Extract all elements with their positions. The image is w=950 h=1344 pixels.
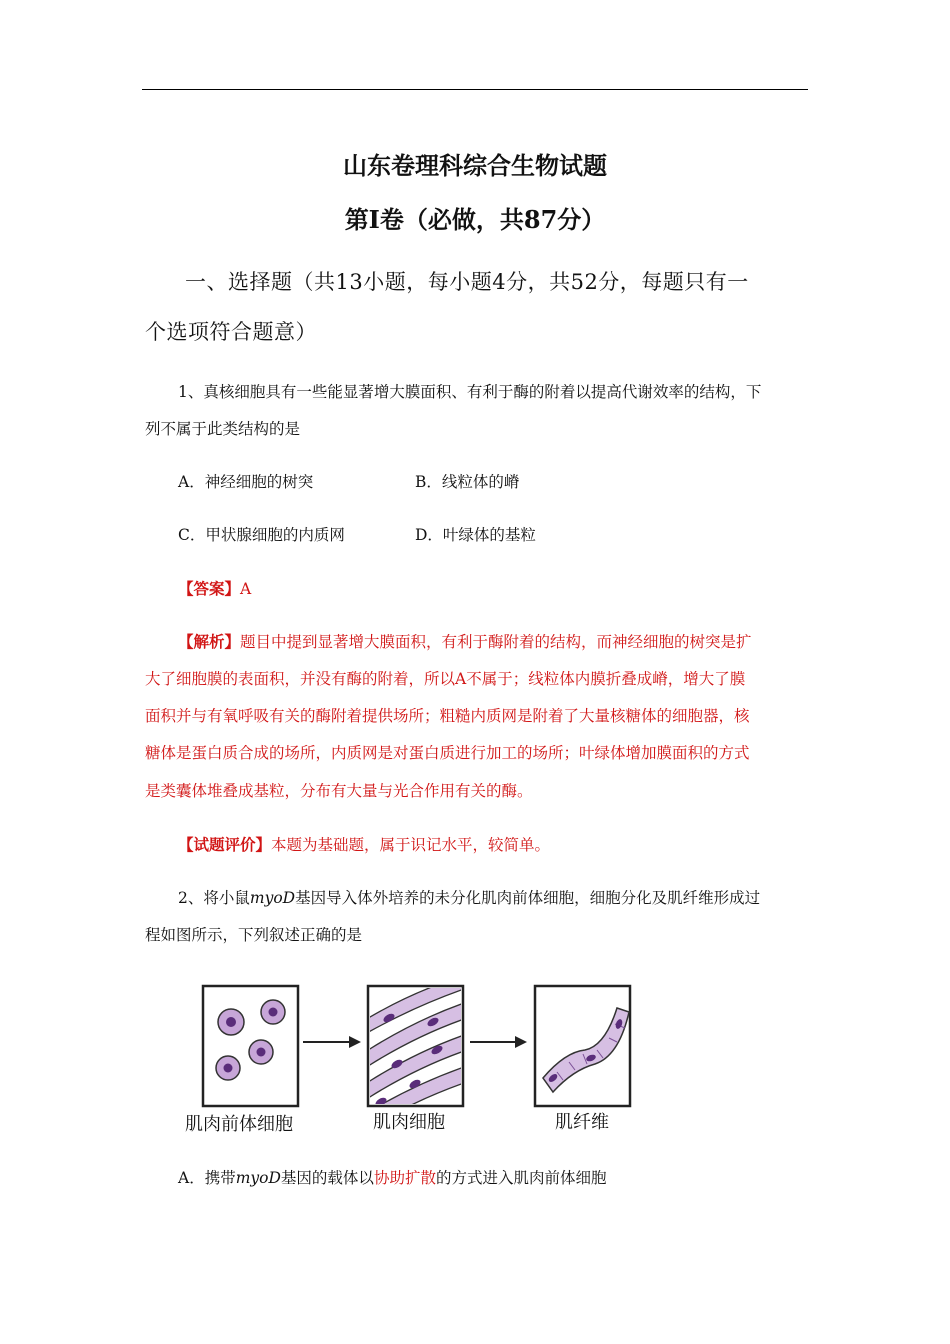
q1-option-c: C．甲状腺细胞的内质网: [178, 526, 345, 544]
q1-option-a: A．神经细胞的树突: [178, 473, 314, 491]
q2-option-a-part1: A．携带: [178, 1169, 236, 1187]
analysis-text: 题目中提到显著增大膜面积，有利于酶附着的结构，而神经细胞的树突是扩: [240, 633, 752, 651]
q1-analysis-line2: 大了细胞膜的表面积，并没有酶的附着，所以A不属于；线粒体内膜折叠成嵴，增大了膜: [145, 670, 746, 688]
q2-stem-part2: 基因导入体外培养的未分化肌肉前体细胞，细胞分化及肌纤维形成过: [295, 889, 761, 907]
figure-label-muscle-cell: 肌肉细胞: [373, 1112, 445, 1133]
q1-analysis-line5: 是类囊体堆叠成基粒，分布有大量与光合作用有关的酶。: [145, 782, 533, 800]
q2-gene-name: myoD: [249, 889, 296, 907]
q2-stem-line1: [178, 886, 760, 908]
section-heading-line1: 一、选择题（共13小题，每小题4分，共52分，每题只有一: [185, 270, 749, 294]
q1-stem-line1: 1、真核细胞具有一些能显著增大膜面积、有利于酶的附着以提高代谢效率的结构，下: [178, 383, 762, 401]
analysis-tag: 【解析】: [178, 632, 241, 651]
q2-option-a-highlight: 协助扩散: [373, 1169, 436, 1187]
q2-stem-line2: 程如图所示，下列叙述正确的是: [145, 926, 363, 944]
q1-analysis-line1: [178, 630, 752, 652]
q2-stem-part1: 2、将小鼠: [178, 889, 250, 907]
precursor-cell: [218, 1009, 244, 1035]
arrow-1: [303, 1036, 361, 1048]
q1-option-b: B．线粒体的嵴: [415, 473, 520, 491]
evaluation-text: 本题为基础题，属于识记水平，较简单。: [271, 836, 551, 854]
q1-answer: [178, 577, 251, 599]
precursor-cells-panel: [203, 986, 298, 1106]
q1-option-d: D．叶绿体的基粒: [415, 526, 536, 544]
muscle-fiber-panel: [535, 986, 630, 1106]
answer-tag: 【答案】: [178, 579, 241, 598]
section-subtitle: 第Ⅰ卷（必做，共87分）: [344, 205, 606, 234]
q1-analysis-line3: 面积并与有氧呼吸有关的酶附着提供场所；粗糙内质网是附着了大量核糖体的细胞器，核: [145, 707, 750, 725]
evaluation-tag: 【试题评价】: [178, 835, 272, 854]
q2-option-a-part3: 的方式进入肌肉前体细胞: [435, 1169, 607, 1187]
answer-value: A: [240, 580, 252, 598]
precursor-cell: [216, 1056, 240, 1080]
section-heading-line2: 个选项符合题意）: [145, 320, 317, 344]
figure-label-muscle-fiber: 肌纤维: [555, 1112, 609, 1133]
q1-evaluation: [178, 833, 550, 855]
page-title: 山东卷理科综合生物试题: [343, 151, 607, 180]
arrow-2: [470, 1036, 527, 1048]
cell-differentiation-figure: [185, 980, 655, 1140]
q2-option-a: [178, 1166, 606, 1188]
q2-option-a-gene: myoD: [235, 1169, 281, 1187]
q2-option-a-part2: 基因的载体以: [280, 1169, 374, 1187]
precursor-cell: [261, 1000, 285, 1024]
q1-stem-line2: 列不属于此类结构的是: [145, 420, 301, 438]
q1-analysis-line4: 糖体是蛋白质合成的场所，内质网是对蛋白质进行加工的场所；叶绿体增加膜面积的方式: [145, 744, 750, 762]
header-rule: [142, 89, 808, 90]
figure-label-precursor: 肌肉前体细胞: [185, 1114, 293, 1135]
precursor-cell: [249, 1040, 273, 1064]
